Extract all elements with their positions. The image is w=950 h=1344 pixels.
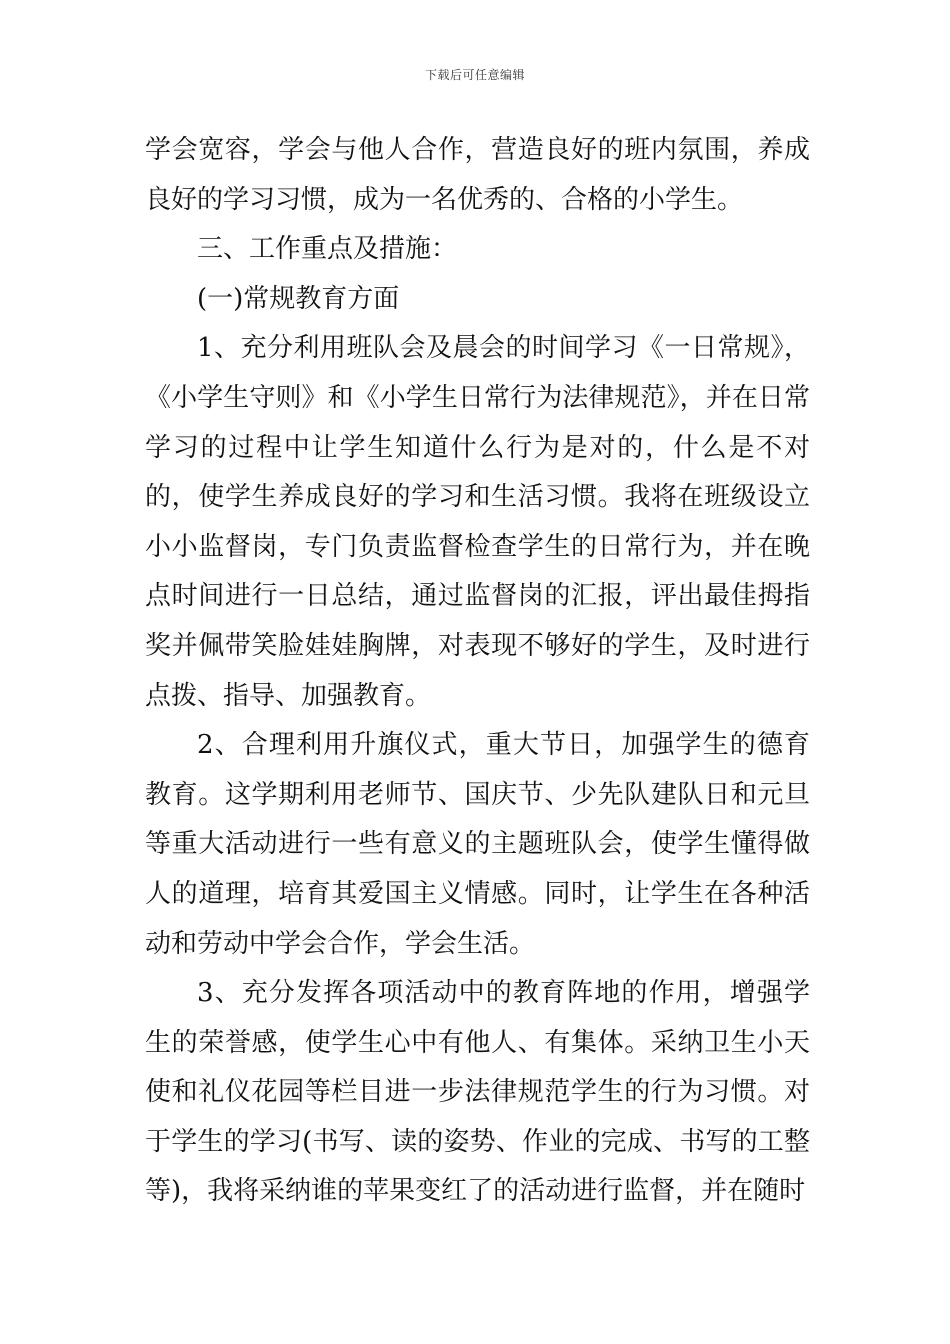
document-body bbox=[145, 126, 810, 1217]
paragraph-item-3: 3、充分发挥各项活动中的教育阵地的作用，增强学生的荣誉感，使学生心中有他人、有集体。采纳卫生小天使和礼仪花园等栏目进一步法律规范学生的行为习惯。对于学生的学习(书写、读的姿势、作业的完成、书写的工整等)，我将采纳谁的苹果变红了的活动进行监督，并在随时 bbox=[145, 978, 810, 1207]
page-header: 下载后可任意编辑 bbox=[424, 68, 525, 82]
subsection-heading: (一)常规教育方面 bbox=[197, 283, 400, 314]
paragraph-intro: 学会宽容，学会与他人合作，营造良好的班内氛围，养成良好的学习习惯，成为一名优秀的、合格的小学生。 bbox=[145, 135, 810, 215]
section-heading: 三、工作重点及措施： bbox=[197, 234, 458, 265]
paragraph-item-2: 2、合理利用升旗仪式，重大节日，加强学生的德育教育。这学期利用老师节、国庆节、少先队建队日和元旦等重大活动进行一些有意义的主题班队会，使学生懂得做人的道理，培育其爱国主义情感。同时，让学生在各种活动和劳动中学会合作，学会生活。 bbox=[145, 730, 810, 959]
paragraph-item-1: 1、充分利用班队会及晨会的时间学习《一日常规》，《小学生守则》和《小学生日常行为法律规范》，并在日常学习的过程中让学生知道什么行为是对的，什么是不对的，使学生养成良好的学习和生活习惯。我将在班级设立小小监督岗，专门负责监督检查学生的日常行为，并在晚点时间进行一日总结，通过监督岗的汇报，评出最佳拇指奖并佩带笑脸娃娃胸牌，对表现不够好的学生，及时进行点拨、指导、加强教育。 bbox=[145, 333, 810, 711]
